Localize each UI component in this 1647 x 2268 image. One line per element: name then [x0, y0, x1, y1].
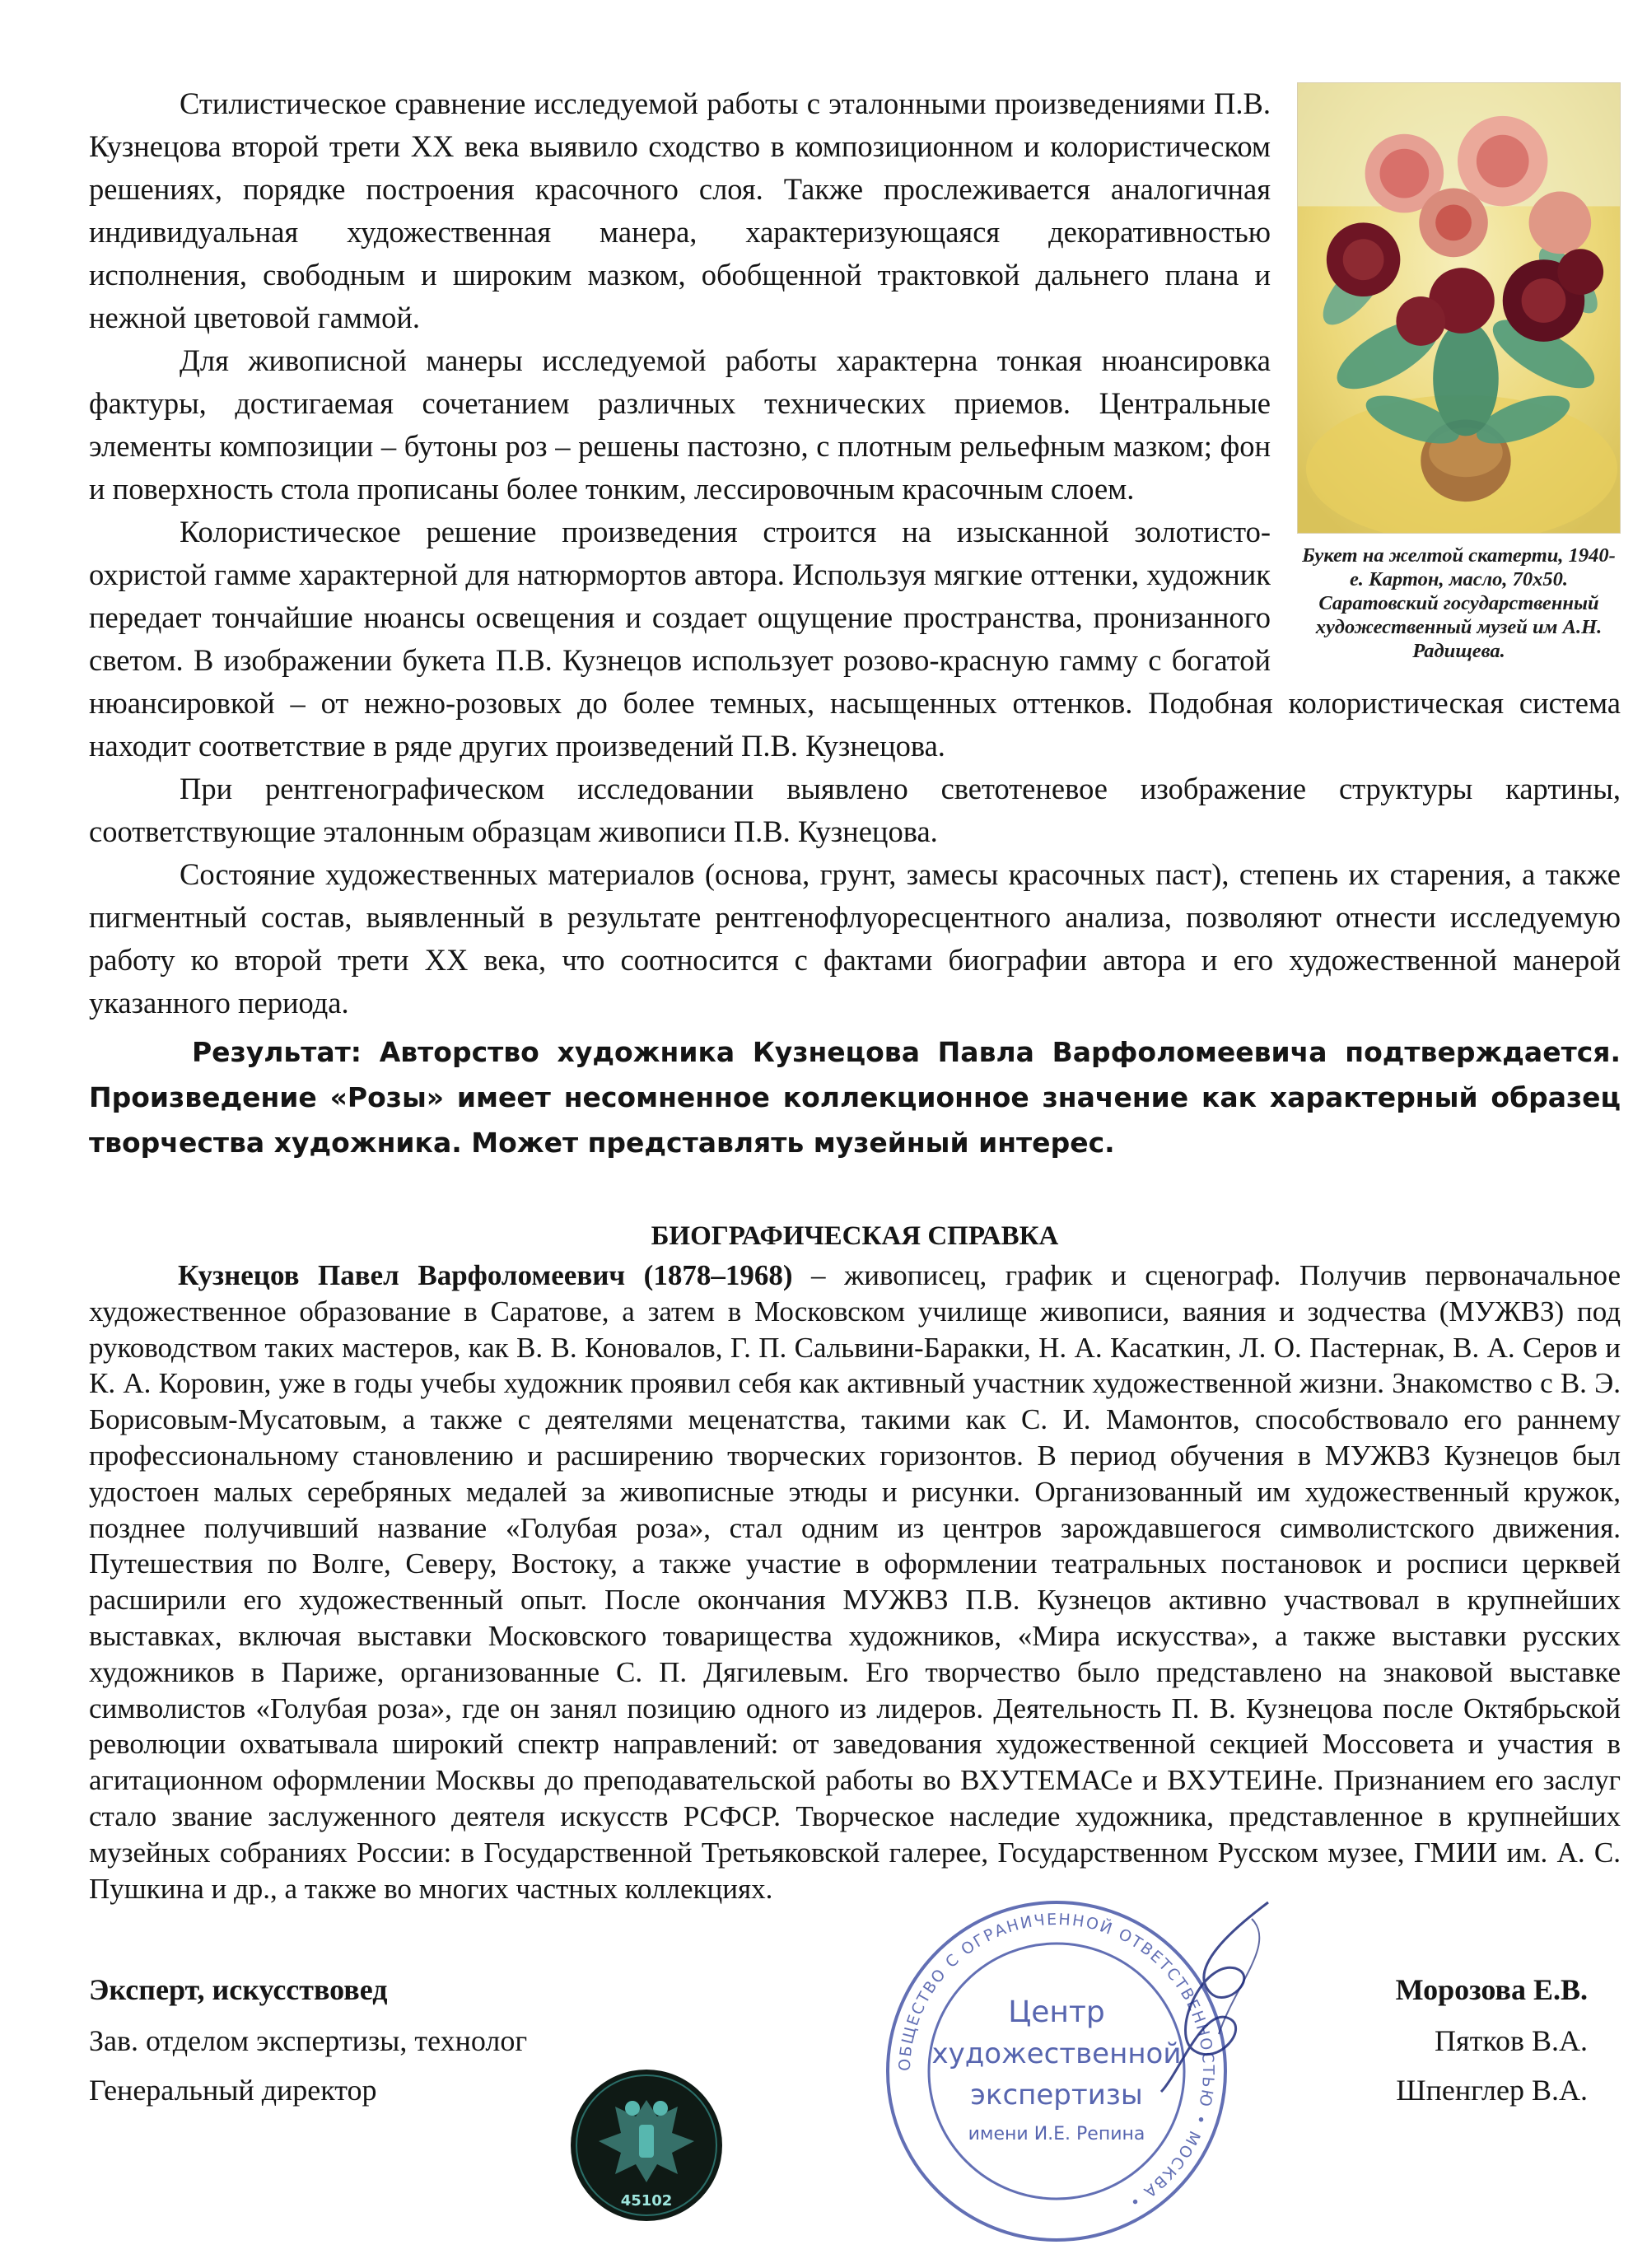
paragraph-painting-manner: Для живописной манеры исследуемой работы характерна тонкая нюансировка фактуры, достигаемая сочетанием различных технических приемов. Центральные элементы композиции – бутоны роз – решены пастозно, с плотным рельефным мазком; фон и поверхность стола прописаны более тонким, лессировочным красочным слоем.	[89, 343, 1271, 506]
hologram-eagle-icon	[567, 2067, 727, 2224]
stamp-line-4: имени И.Е. Репина	[968, 2124, 1145, 2144]
expertise-text	[89, 82, 1621, 1165]
paragraph-xray: При рентгенографическом исследовании выявлено светотеневое изображение структуры картины, соответствующие эталонным образцам живописи П.В. Кузнецова.	[89, 772, 1621, 848]
signer-role-expert: Эксперт, искусствовед	[89, 1973, 388, 2006]
handwritten-signature	[1136, 1894, 1301, 2100]
result-text: Авторство художника Кузнецова Павла Варфоломеевича подтверждается. Произведение «Розы» имеет несомненное коллекционное значение как характерный образец творчества художника. Может представлять музейный интерес.	[89, 1036, 1621, 1159]
signer-role-director: Генеральный директор	[89, 2074, 377, 2107]
painting-caption: Букет на желтой скатерти, 1940-е. Картон, масло, 70х50. Саратовский государственный художественный музей им А.Н. Радищева.	[1302, 544, 1616, 662]
signer-role-technologist: Зав. отделом экспертизы, технолог	[89, 2024, 528, 2057]
biography-section	[89, 1215, 1621, 1906]
stamp-line-2: художественной	[931, 2037, 1182, 2070]
paragraph-style-comparison: Стилистическое сравнение исследуемой работы с эталонными произведениями П.В. Кузнецова второй трети XX века выявило сходство в композиционном и колористическом решениях, порядке построения красочного слоя. Также прослеживается аналогичная индивидуальная художественная манера, характеризующаяся декоративностью исполнения, свободным и широким мазком, обобщенной трактовкой дальнего плана и нежной цветовой гаммой.	[89, 86, 1271, 334]
signer-name-expert: Морозова Е.В.	[1395, 1973, 1588, 2006]
signer-name-director: Шпенглер В.А.	[1396, 2074, 1588, 2107]
stamp-line-1: Центр	[1008, 1995, 1105, 2029]
biography-artist-name: Кузнецов Павел Варфоломеевич (1878–1968)	[178, 1259, 793, 1291]
stamp-ring-text: ОБЩЕСТВО С ОГРАНИЧЕННОЙ ОТВЕТСТВЕННОСТЬЮ • МОСКВА •	[895, 1910, 1218, 2212]
result-block	[89, 1029, 1621, 1165]
biography-title: БИОГРАФИЧЕСКАЯ СПРАВКА	[651, 1221, 1059, 1251]
paragraph-materials: Состояние художественных материалов (основа, грунт, замесы красочных паст), степень их старения, а также пигментный состав, выявленный в результате рентгенофлуоресцентного анализа, позволяют отнести исследуемую работу ко второй трети XX века, что соотносится с фактами биографии автора и его художественной манерой указанного периода.	[89, 857, 1621, 1020]
biography-text	[89, 1258, 1621, 1906]
signatures-block	[89, 1972, 1621, 2219]
painting-image	[1297, 82, 1621, 534]
signer-name-technologist: Пятков В.А.	[1435, 2024, 1588, 2057]
hologram-number: 45102	[620, 2192, 673, 2210]
biography-body: – живописец, график и сценограф. Получив первоначальное художественное образование в Саратове, а затем в Московском училище живописи, ваяния и зодчества (МУЖВЗ) под руководством таких мастеров, как В. В. Коновалов, Г. П. Сальвини-Баракки, Н. А. Касаткин, Л. О. Пастернак, В. А. Серов и К. А. Коровин, уже в годы учебы художник проявил себя как активный участник художественной жизни. Знакомство с В. Э. Борисовым-Мусатовым, а также с деятелями меценатства, такими как С. И. Мамонтов, способствовало его раннему профессиональному становлению и расширению творческих горизонтов. В период обучения в МУЖВЗ Кузнецов был удостоен малых серебряных медалей за живописные этюды и рисунки. Организованный им художественный кружок, позднее получивший название «Голубая роза», стал одним из центров зарождавшегося символистского движения. Путешествия по Волге, Северу, Востоку, а также участие в оформлении театральных постановок и росписи церквей расширили его художественный опыт. После окончания МУЖВЗ П.В. Кузнецов активно участвовал в крупнейших выставках, включая выставки Московского товарищества художников, «Мира искусства», а также выставки русских художников в Париже, организованные С. П. Дягилевым. Его творчество было представлено на знаковой выставке символистов «Голубая роза», где он занял позицию одного из лидеров. Деятельность П. В. Кузнецова после Октябрьской революции охватывала широкий спектр направлений: от заведования художественной секцией Моссовета и участия в агитационном оформлении Москвы до преподавательской работы во ВХУТЕМАСе и ВХУТЕИНе. Признанием его заслуг стало звание заслуженного деятеля искусств РСФСР. Творческое наследие художника, представленное в крупнейших музейных собраниях России: в Государственной Третьяковской галерее, Государственном Русском музее, ГМИИ им. А. С. Пушкина и др., а также во многих частных коллекциях.	[89, 1259, 1621, 1905]
stamp-line-3: экспертизы	[970, 2079, 1143, 2112]
painting-figure	[1297, 82, 1621, 663]
paragraph-color-solution: Колористическое решение произведения строится на изысканной золотисто-охристой гамме характерной для натюрмортов автора. Используя мягкие оттенки, художник передает тончайшие нюансы освещения и создает ощущение пространства, пронизанного светом. В изображении букета П.В. Кузнецов использует розово-красную гамму с богатой нюансировкой – от нежно-розовых до более темных, насыщенных оттенков. Подобная колористическая система находит соответствие в ряде других произведений П.В. Кузнецова.	[89, 515, 1621, 763]
result-label: Результат:	[192, 1036, 362, 1068]
